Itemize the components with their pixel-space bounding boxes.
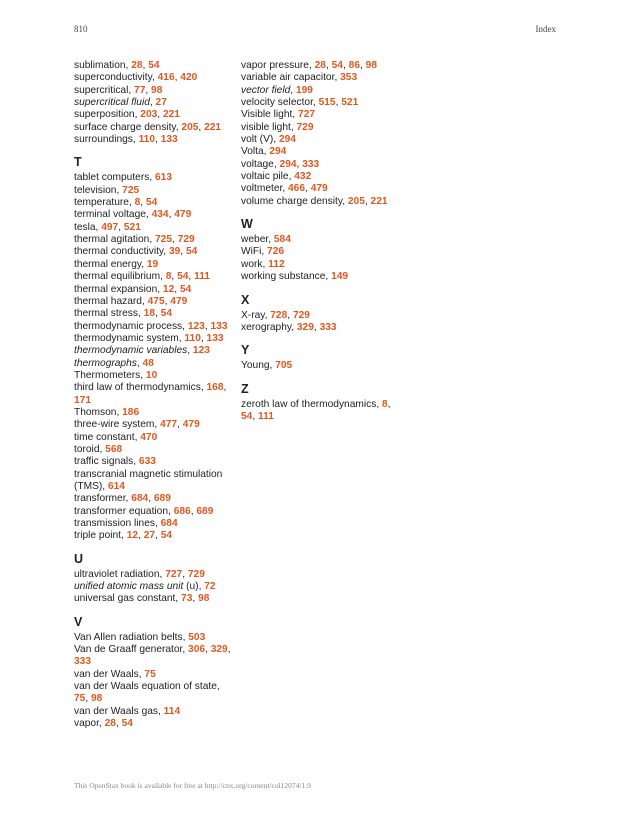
page-link[interactable]: 133: [206, 332, 224, 344]
page-link[interactable]: 27: [155, 97, 167, 109]
page-link[interactable]: 54: [331, 60, 343, 71]
index-entry: velocity selector, 515, 521: [241, 97, 359, 109]
index-entry: van der Waals, 75: [74, 668, 156, 680]
page-link[interactable]: 728: [270, 309, 288, 321]
page-link[interactable]: 205: [347, 195, 365, 207]
index-entry: supercritical fluid, 27: [74, 97, 167, 109]
page-link[interactable]: 75: [144, 668, 156, 680]
page-link[interactable]: 199: [295, 84, 313, 96]
index-term: zeroth law of thermodynamics: [241, 398, 377, 410]
page-link[interactable]: 633: [138, 456, 156, 468]
index-term: voltage: [241, 158, 274, 170]
page-link[interactable]: 568: [105, 443, 123, 455]
page-link[interactable]: 479: [182, 419, 200, 431]
index-term: traffic signals: [74, 456, 134, 468]
page-link[interactable]: 729: [296, 121, 314, 133]
page-link[interactable]: 333: [302, 158, 320, 170]
index-entry: tesla, 497, 521: [74, 221, 141, 233]
index-entry: thermodynamic process, 123, 133: [74, 320, 228, 332]
page-link[interactable]: 54: [121, 718, 133, 730]
page-link[interactable]: 123: [187, 320, 205, 332]
page-link[interactable]: 39: [168, 246, 181, 258]
index-term: working substance: [241, 271, 326, 283]
page-link[interactable]: 111: [194, 271, 210, 283]
index-entry: surroundings, 110, 133: [74, 134, 178, 146]
page-link[interactable]: 221: [204, 121, 222, 133]
index-entry: Van Allen radiation belts, 503: [74, 631, 206, 643]
page-link[interactable]: 479: [170, 295, 188, 307]
page-link[interactable]: 333: [74, 656, 91, 668]
page-link[interactable]: 73: [181, 593, 193, 605]
page-link[interactable]: 521: [123, 221, 141, 233]
index-term: Van Allen radiation belts: [74, 631, 183, 643]
index-term: toroid: [74, 443, 100, 455]
index-entry: universal gas constant, 73, 98: [74, 593, 210, 605]
page-link[interactable]: 48: [142, 357, 154, 369]
index-entry: television, 725: [74, 184, 140, 196]
page-link[interactable]: 466: [288, 183, 306, 195]
index-entry: triple point, 12, 27, 54: [74, 530, 173, 542]
index-entry: thermographs, 48: [74, 357, 154, 369]
page-link[interactable]: 8: [382, 398, 388, 410]
index-term: thermodynamic system: [74, 332, 179, 344]
index-term: vapor pressure: [241, 60, 309, 71]
index-term: X-ray: [241, 309, 265, 321]
page-link[interactable]: 111: [258, 410, 274, 422]
page-link[interactable]: 726: [267, 246, 285, 258]
index-term: thermodynamic variables: [74, 345, 188, 357]
index-term: supercritical: [74, 84, 129, 96]
page-link[interactable]: 205: [181, 121, 199, 133]
page-link[interactable]: 221: [162, 109, 180, 121]
index-term: voltaic pile: [241, 171, 289, 183]
index-term: triple point: [74, 530, 122, 542]
index-letter-heading: V: [74, 614, 83, 629]
index-term: Van de Graaff generator: [74, 644, 183, 656]
page-link[interactable]: 521: [341, 97, 359, 109]
index-entry: work, 112: [241, 258, 285, 270]
index-term: transformer: [74, 493, 126, 505]
page-link[interactable]: 503: [188, 631, 206, 643]
index-term: visible light: [241, 121, 291, 133]
index-letter-heading: T: [74, 155, 82, 170]
index-entry: toroid, 568: [74, 443, 123, 455]
index-entry: variable air capacitor, 353: [241, 72, 358, 84]
page-link[interactable]: 75: [74, 693, 86, 705]
page-link[interactable]: 110: [138, 134, 156, 146]
page-link[interactable]: 54: [145, 197, 158, 209]
index-entry: surface charge density, 205, 221: [74, 121, 222, 133]
page-link[interactable]: 98: [91, 693, 103, 705]
index-entry: xerography, 329, 333: [241, 321, 337, 333]
page-link[interactable]: 477: [160, 419, 178, 431]
index-term: vapor: [74, 718, 99, 730]
index-term: velocity selector: [241, 97, 313, 109]
index-term: variable air capacitor: [241, 72, 335, 84]
index-entry: vector field, 199: [241, 84, 313, 96]
index-entry: volume charge density, 205, 221: [241, 195, 388, 207]
index-term: three-wire system: [74, 419, 155, 431]
page-link[interactable]: 18: [143, 308, 155, 320]
index-entry: visible light, 729: [241, 121, 314, 133]
page-link[interactable]: 112: [268, 258, 285, 270]
page-link[interactable]: 333: [319, 321, 337, 333]
index-term: ultraviolet radiation: [74, 568, 160, 580]
index-term: van der Waals: [74, 668, 139, 680]
index-entry: thermal equilibrium, 8, 54, 111: [74, 271, 210, 283]
index-entry: tablet computers, 613: [74, 172, 172, 184]
page-link[interactable]: 171: [74, 394, 91, 406]
section-title: Index: [535, 24, 556, 34]
page-link[interactable]: 416: [157, 72, 175, 84]
index-entry: unified atomic mass unit (u), 72: [74, 581, 216, 593]
index-entry: thermodynamic system, 110, 133: [74, 332, 224, 344]
page-link[interactable]: 72: [204, 581, 216, 593]
index-term: temperature: [74, 197, 129, 209]
page-link[interactable]: 12: [162, 283, 175, 295]
page-link[interactable]: 110: [184, 332, 201, 344]
index-term: thermal energy: [74, 258, 142, 270]
page-number: 810: [74, 24, 88, 34]
index-term: thermodynamic process: [74, 320, 183, 332]
page-link[interactable]: 8: [165, 271, 172, 283]
index-term: transformer equation: [74, 505, 169, 517]
index-entry: thermal hazard, 475, 479: [74, 295, 188, 307]
page-link[interactable]: 28: [314, 60, 326, 71]
index-term: thermal stress: [74, 308, 138, 320]
page-link[interactable]: 479: [310, 183, 328, 195]
index-entry: WiFi, 726: [241, 246, 285, 258]
index-entry: van der Waals equation of state, 75, 98: [74, 681, 220, 705]
index-entry: Young, 705: [241, 360, 293, 372]
index-letter-heading: Z: [241, 381, 249, 396]
index-term: tesla: [74, 221, 96, 233]
index-entry: transcranial magnetic stimulation (TMS), 614: [74, 468, 223, 492]
index-entry: thermal expansion, 12, 54: [74, 283, 192, 295]
index-term: universal gas constant: [74, 593, 176, 605]
index-entry: time constant, 470: [74, 431, 158, 443]
index-term: Thermometers: [74, 369, 141, 381]
page-link[interactable]: 221: [370, 195, 388, 207]
index-entry: zeroth law of thermodynamics, 8, 54, 111: [241, 398, 391, 422]
index-term: surroundings: [74, 134, 133, 146]
page-link[interactable]: 729: [187, 568, 205, 580]
index-term: transcranial magnetic stimulation (TMS): [74, 468, 223, 492]
index-term: thermographs: [74, 357, 137, 369]
page-link[interactable]: 727: [165, 568, 183, 580]
page-link[interactable]: 497: [101, 221, 119, 233]
page-link[interactable]: 329: [210, 644, 228, 656]
page-link[interactable]: 54: [185, 246, 198, 258]
index-term: unified atomic mass unit: [74, 581, 184, 593]
page-link[interactable]: 98: [365, 60, 378, 71]
index-entry: vapor pressure, 28, 54, 86, 98: [241, 60, 378, 71]
page-link[interactable]: 725: [155, 234, 172, 246]
index-term: thermal expansion: [74, 283, 158, 295]
index-entry: temperature, 8, 54: [74, 197, 158, 209]
index-entry: voltage, 294, 333: [241, 158, 320, 170]
index-letter-heading: X: [241, 292, 250, 307]
index-entry: third law of thermodynamics, 168, 171: [74, 382, 227, 406]
index-letter-heading: Y: [241, 343, 250, 358]
index-term: thermal conductivity: [74, 246, 164, 258]
index-term: sublimation: [74, 60, 126, 71]
page-link[interactable]: 27: [143, 530, 156, 542]
page-link[interactable]: 54: [241, 410, 253, 422]
index-column-left: [74, 60, 234, 731]
index-term: weber: [241, 234, 269, 246]
page-link[interactable]: 479: [174, 209, 192, 221]
page-link[interactable]: 294: [279, 158, 297, 170]
page-link[interactable]: 54: [179, 283, 192, 295]
index-term: Young: [241, 360, 270, 372]
index-entry: Thermometers, 10: [74, 369, 158, 381]
page-link[interactable]: 168: [206, 382, 224, 394]
index-entry: van der Waals gas, 114: [74, 705, 181, 717]
page-link[interactable]: 306: [188, 644, 206, 656]
index-entry: sublimation, 28, 54: [74, 60, 160, 71]
page-link[interactable]: 133: [210, 320, 228, 332]
index-entry: voltmeter, 466, 479: [241, 183, 328, 195]
index-term: thermal hazard: [74, 295, 142, 307]
page-link[interactable]: 729: [292, 309, 310, 321]
index-entry: three-wire system, 477, 479: [74, 419, 200, 431]
page-link[interactable]: 705: [275, 360, 293, 372]
page-link[interactable]: 725: [122, 184, 140, 196]
page-link[interactable]: 294: [269, 146, 287, 158]
page-link[interactable]: 515: [318, 97, 336, 109]
index-term: thermal equilibrium: [74, 271, 161, 283]
page-link[interactable]: 420: [180, 72, 198, 84]
index-letter-heading: W: [241, 217, 253, 232]
page-link[interactable]: 133: [160, 134, 178, 146]
page-link[interactable]: 54: [177, 271, 189, 283]
page-link[interactable]: 689: [153, 493, 171, 505]
page-link[interactable]: 727: [298, 109, 316, 121]
index-term: Thomson: [74, 406, 117, 418]
index-term: voltmeter: [241, 183, 283, 195]
index-entry: volt (V), 294: [241, 134, 296, 146]
index-term: Visible light: [241, 109, 293, 121]
page-link[interactable]: 475: [147, 295, 165, 307]
page-link[interactable]: 584: [273, 234, 291, 246]
index-entry: thermal agitation, 725, 729: [74, 234, 195, 246]
index-entry: traffic signals, 633: [74, 456, 156, 468]
index-term: work: [241, 258, 263, 270]
index-term: thermal agitation: [74, 234, 150, 246]
index-entry: working substance, 149: [241, 271, 349, 283]
page-link[interactable]: 8: [134, 197, 141, 209]
index-term: supercritical fluid: [74, 97, 150, 109]
index-letter-heading: U: [74, 551, 84, 566]
index-term: xerography: [241, 321, 292, 333]
page-link[interactable]: 12: [126, 530, 139, 542]
index-entry: Visible light, 727: [241, 109, 316, 121]
index-entry: supercritical, 77, 98: [74, 84, 163, 96]
page-link[interactable]: 114: [163, 705, 181, 717]
index-column-right: [241, 60, 406, 423]
index-term-suffix: (u): [183, 581, 199, 593]
index-term: van der Waals gas: [74, 705, 158, 717]
index-entry: voltaic pile, 432: [241, 171, 312, 183]
index-entry: transformer equation, 686, 689: [74, 505, 214, 517]
footer-note: This OpenStax book is available for free at http://cnx.org/content/col12074/1.9: [74, 781, 311, 790]
index-entry: thermodynamic variables, 123: [74, 345, 210, 357]
index-entry: Volta, 294: [241, 146, 287, 158]
page-link[interactable]: 186: [122, 406, 140, 418]
page-link[interactable]: 203: [140, 109, 158, 121]
page-link[interactable]: 684: [131, 493, 149, 505]
page-link[interactable]: 28: [131, 60, 143, 71]
index-entry: X-ray, 728, 729: [241, 309, 310, 321]
index-term: terminal voltage: [74, 209, 146, 221]
index-entry: thermal conductivity, 39, 54: [74, 246, 198, 258]
page-link[interactable]: 432: [294, 171, 312, 183]
index-entry: Thomson, 186: [74, 406, 140, 418]
index-entry: terminal voltage, 434, 479: [74, 209, 192, 221]
index-term: television: [74, 184, 117, 196]
index-entry: superposition, 203, 221: [74, 109, 180, 121]
index-entry: transmission lines, 684: [74, 518, 178, 530]
page-link[interactable]: 54: [160, 530, 173, 542]
index-term: WiFi: [241, 246, 262, 258]
index-term: transmission lines: [74, 518, 155, 530]
page-link[interactable]: 54: [160, 308, 173, 320]
index-term: tablet computers: [74, 172, 150, 184]
index-term: surface charge density: [74, 121, 176, 133]
page-link[interactable]: 19: [146, 258, 159, 270]
index-entry: ultraviolet radiation, 727, 729: [74, 568, 205, 580]
index-term: van der Waals equation of state: [74, 681, 217, 693]
index-term: volt (V): [241, 134, 274, 146]
index-entry: weber, 584: [241, 234, 291, 246]
page-link[interactable]: 613: [154, 172, 172, 184]
index-entry: superconductivity, 416, 420: [74, 72, 198, 84]
index-term: volume charge density: [241, 195, 343, 207]
index-entry: thermal energy, 19: [74, 258, 159, 270]
page-link[interactable]: 689: [196, 505, 214, 517]
page-link[interactable]: 28: [104, 718, 116, 730]
index-entry: vapor, 28, 54: [74, 718, 133, 730]
page-link[interactable]: 684: [160, 518, 178, 530]
index-term: superposition: [74, 109, 135, 121]
page-link[interactable]: 98: [151, 84, 163, 96]
page-link[interactable]: 54: [148, 60, 160, 71]
page-link[interactable]: 98: [198, 593, 210, 605]
page-link[interactable]: 729: [177, 234, 195, 246]
page-link[interactable]: 353: [340, 72, 358, 84]
index-term: superconductivity: [74, 72, 152, 84]
page-link[interactable]: 686: [173, 505, 191, 517]
page-link[interactable]: 149: [331, 271, 349, 283]
page-link[interactable]: 86: [348, 60, 360, 71]
page-link[interactable]: 470: [140, 431, 158, 443]
index-term: vector field: [241, 84, 291, 96]
index-entry: Van de Graaff generator, 306, 329, 333: [74, 644, 231, 668]
index-entry: thermal stress, 18, 54: [74, 308, 173, 320]
index-term: Volta: [241, 146, 264, 158]
index-term: third law of thermodynamics: [74, 382, 201, 394]
index-entry: transformer, 684, 689: [74, 493, 171, 505]
page-link[interactable]: 614: [107, 481, 125, 492]
page-link[interactable]: 329: [296, 321, 314, 333]
page-link[interactable]: 77: [134, 84, 146, 96]
page-link[interactable]: 294: [278, 134, 296, 146]
page-link[interactable]: 10: [145, 369, 158, 381]
index-term: time constant: [74, 431, 135, 443]
page-link[interactable]: 123: [192, 345, 210, 357]
page-link[interactable]: 434: [151, 209, 169, 221]
